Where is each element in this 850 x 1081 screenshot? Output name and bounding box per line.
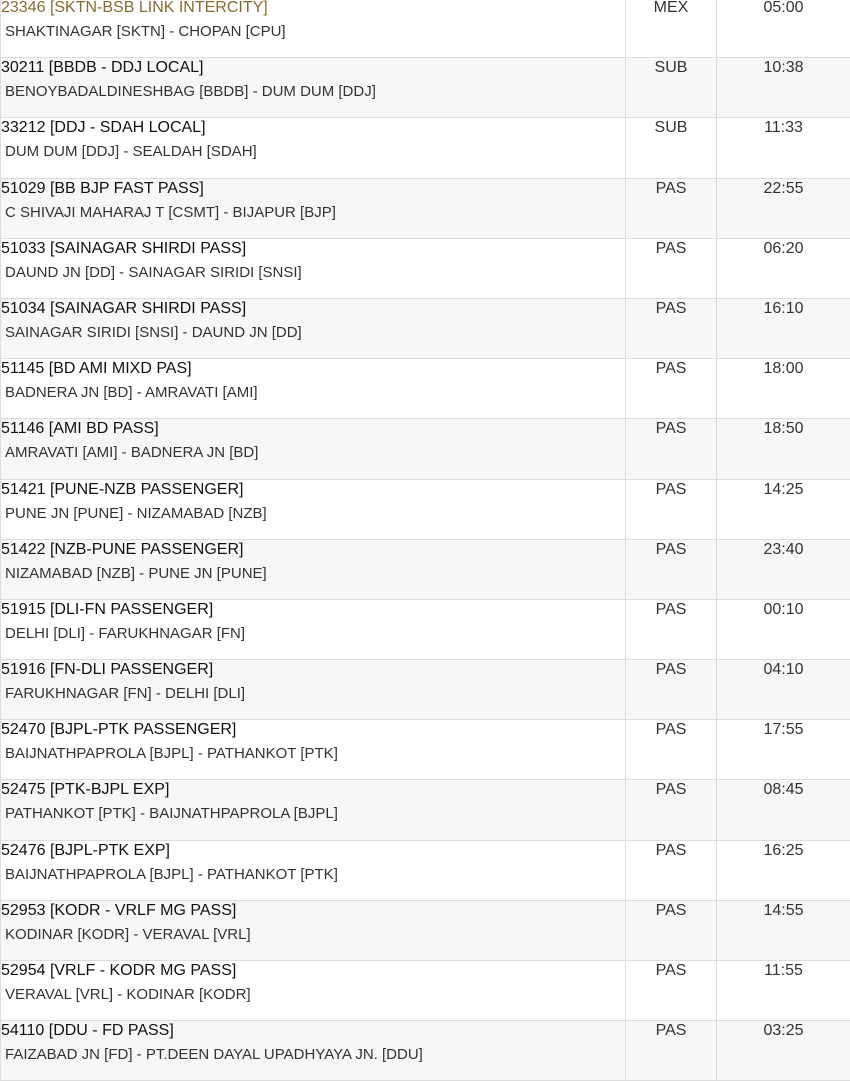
train-route: BAIJNATHPAPROLA [BJPL] - PATHANKOT [PTK] bbox=[5, 865, 625, 884]
train-row[interactable] bbox=[1, 1021, 850, 1081]
train-route: VERAVAL [VRL] - KODINAR [KODR] bbox=[5, 985, 625, 1004]
train-type: SUB bbox=[626, 118, 717, 178]
train-type: PAS bbox=[626, 419, 717, 479]
train-route: PATHANKOT [PTK] - BAIJNATHPAPROLA [BJPL] bbox=[5, 804, 625, 823]
train-route: PUNE JN [PUNE] - NIZAMABAD [NZB] bbox=[5, 504, 625, 523]
train-cell bbox=[1, 599, 626, 659]
train-cell bbox=[1, 900, 626, 960]
train-type: PAS bbox=[626, 599, 717, 659]
train-cell bbox=[1, 298, 626, 358]
train-name-link[interactable]: 30211 [BBDB - DDJ LOCAL] bbox=[1, 58, 625, 78]
train-time: 17:55 bbox=[717, 720, 850, 780]
train-row[interactable] bbox=[1, 0, 850, 58]
train-cell bbox=[1, 780, 626, 840]
train-cell bbox=[1, 961, 626, 1021]
train-row[interactable] bbox=[1, 840, 850, 900]
train-route: DUM DUM [DDJ] - SEALDAH [SDAH] bbox=[5, 142, 625, 161]
train-time: 00:10 bbox=[717, 599, 850, 659]
train-name-link[interactable]: 54110 [DDU - FD PASS] bbox=[1, 1021, 625, 1041]
train-type: PAS bbox=[626, 961, 717, 1021]
train-row[interactable] bbox=[1, 479, 850, 539]
train-route: BADNERA JN [BD] - AMRAVATI [AMI] bbox=[5, 383, 625, 402]
train-type: PAS bbox=[626, 840, 717, 900]
train-type: PAS bbox=[626, 1021, 717, 1081]
train-time: 11:33 bbox=[717, 118, 850, 178]
train-route: DAUND JN [DD] - SAINAGAR SIRIDI [SNSI] bbox=[5, 263, 625, 282]
train-list-body bbox=[1, 0, 850, 1081]
train-type: PAS bbox=[626, 780, 717, 840]
train-cell bbox=[1, 118, 626, 178]
train-name-link[interactable]: 33212 [DDJ - SDAH LOCAL] bbox=[1, 118, 625, 138]
train-time: 18:50 bbox=[717, 419, 850, 479]
train-route: C SHIVAJI MAHARAJ T [CSMT] - BIJAPUR [BJP] bbox=[5, 203, 625, 222]
train-row[interactable] bbox=[1, 118, 850, 178]
train-cell bbox=[1, 238, 626, 298]
train-row[interactable] bbox=[1, 900, 850, 960]
train-name-link[interactable]: 51145 [BD AMI MIXD PAS] bbox=[1, 359, 625, 379]
train-route: FAIZABAD JN [FD] - PT.DEEN DAYAL UPADHYAYA JN. [DDU] bbox=[5, 1045, 625, 1064]
train-cell bbox=[1, 1021, 626, 1081]
train-name-link[interactable]: 51421 [PUNE-NZB PASSENGER] bbox=[1, 480, 625, 500]
train-row[interactable] bbox=[1, 780, 850, 840]
train-type: PAS bbox=[626, 900, 717, 960]
train-type: PAS bbox=[626, 178, 717, 238]
train-cell bbox=[1, 419, 626, 479]
train-cell bbox=[1, 178, 626, 238]
train-row[interactable] bbox=[1, 359, 850, 419]
train-route: FARUKHNAGAR [FN] - DELHI [DLI] bbox=[5, 684, 625, 703]
train-cell bbox=[1, 0, 626, 58]
train-type: PAS bbox=[626, 359, 717, 419]
train-name-link[interactable]: 52470 [BJPL-PTK PASSENGER] bbox=[1, 720, 625, 740]
train-time: 16:10 bbox=[717, 298, 850, 358]
train-time: 05:00 bbox=[717, 0, 850, 58]
train-name-link[interactable]: 23346 [SKTN-BSB LINK INTERCITY] bbox=[1, 0, 625, 18]
train-name-link[interactable]: 52953 [KODR - VRLF MG PASS] bbox=[1, 901, 625, 921]
train-time: 08:45 bbox=[717, 780, 850, 840]
train-name-link[interactable]: 51146 [AMI BD PASS] bbox=[1, 419, 625, 439]
train-row[interactable] bbox=[1, 539, 850, 599]
train-cell bbox=[1, 58, 626, 118]
train-type: PAS bbox=[626, 479, 717, 539]
train-route: SAINAGAR SIRIDI [SNSI] - DAUND JN [DD] bbox=[5, 323, 625, 342]
train-row[interactable] bbox=[1, 178, 850, 238]
train-type: SUB bbox=[626, 58, 717, 118]
train-type: PAS bbox=[626, 298, 717, 358]
train-row[interactable] bbox=[1, 599, 850, 659]
train-cell bbox=[1, 660, 626, 720]
train-time: 06:20 bbox=[717, 238, 850, 298]
train-type: PAS bbox=[626, 720, 717, 780]
train-row[interactable] bbox=[1, 298, 850, 358]
train-route: KODINAR [KODR] - VERAVAL [VRL] bbox=[5, 925, 625, 944]
train-row[interactable] bbox=[1, 660, 850, 720]
train-route: BAIJNATHPAPROLA [BJPL] - PATHANKOT [PTK] bbox=[5, 744, 625, 763]
train-name-link[interactable]: 52475 [PTK-BJPL EXP] bbox=[1, 780, 625, 800]
train-route: AMRAVATI [AMI] - BADNERA JN [BD] bbox=[5, 443, 625, 462]
train-name-link[interactable]: 51915 [DLI-FN PASSENGER] bbox=[1, 600, 625, 620]
train-time: 22:55 bbox=[717, 178, 850, 238]
train-cell bbox=[1, 840, 626, 900]
train-name-link[interactable]: 51422 [NZB-PUNE PASSENGER] bbox=[1, 540, 625, 560]
train-row[interactable] bbox=[1, 419, 850, 479]
train-type: PAS bbox=[626, 238, 717, 298]
train-route: BENOYBADALDINESHBAG [BBDB] - DUM DUM [DDJ] bbox=[5, 82, 625, 101]
train-time: 23:40 bbox=[717, 539, 850, 599]
train-time: 18:00 bbox=[717, 359, 850, 419]
train-name-link[interactable]: 51033 [SAINAGAR SHIRDI PASS] bbox=[1, 239, 625, 259]
train-route: NIZAMABAD [NZB] - PUNE JN [PUNE] bbox=[5, 564, 625, 583]
train-type: MEX bbox=[626, 0, 717, 58]
train-name-link[interactable]: 52954 [VRLF - KODR MG PASS] bbox=[1, 961, 625, 981]
train-time: 14:55 bbox=[717, 900, 850, 960]
train-cell bbox=[1, 359, 626, 419]
train-name-link[interactable]: 51029 [BB BJP FAST PASS] bbox=[1, 179, 625, 199]
train-row[interactable] bbox=[1, 238, 850, 298]
train-type: PAS bbox=[626, 539, 717, 599]
train-name-link[interactable]: 51034 [SAINAGAR SHIRDI PASS] bbox=[1, 299, 625, 319]
train-time: 11:55 bbox=[717, 961, 850, 1021]
train-cell bbox=[1, 720, 626, 780]
train-time: 03:25 bbox=[717, 1021, 850, 1081]
train-time: 10:38 bbox=[717, 58, 850, 118]
train-cell bbox=[1, 539, 626, 599]
train-name-link[interactable]: 52476 [BJPL-PTK EXP] bbox=[1, 841, 625, 861]
train-time: 04:10 bbox=[717, 660, 850, 720]
train-row[interactable] bbox=[1, 58, 850, 118]
train-name-link[interactable]: 51916 [FN-DLI PASSENGER] bbox=[1, 660, 625, 680]
train-route: DELHI [DLI] - FARUKHNAGAR [FN] bbox=[5, 624, 625, 643]
train-type: PAS bbox=[626, 660, 717, 720]
train-cell bbox=[1, 479, 626, 539]
train-row[interactable] bbox=[1, 720, 850, 780]
train-route: SHAKTINAGAR [SKTN] - CHOPAN [CPU] bbox=[5, 22, 625, 41]
train-time: 16:25 bbox=[717, 840, 850, 900]
train-row[interactable] bbox=[1, 961, 850, 1021]
train-time: 14:25 bbox=[717, 479, 850, 539]
